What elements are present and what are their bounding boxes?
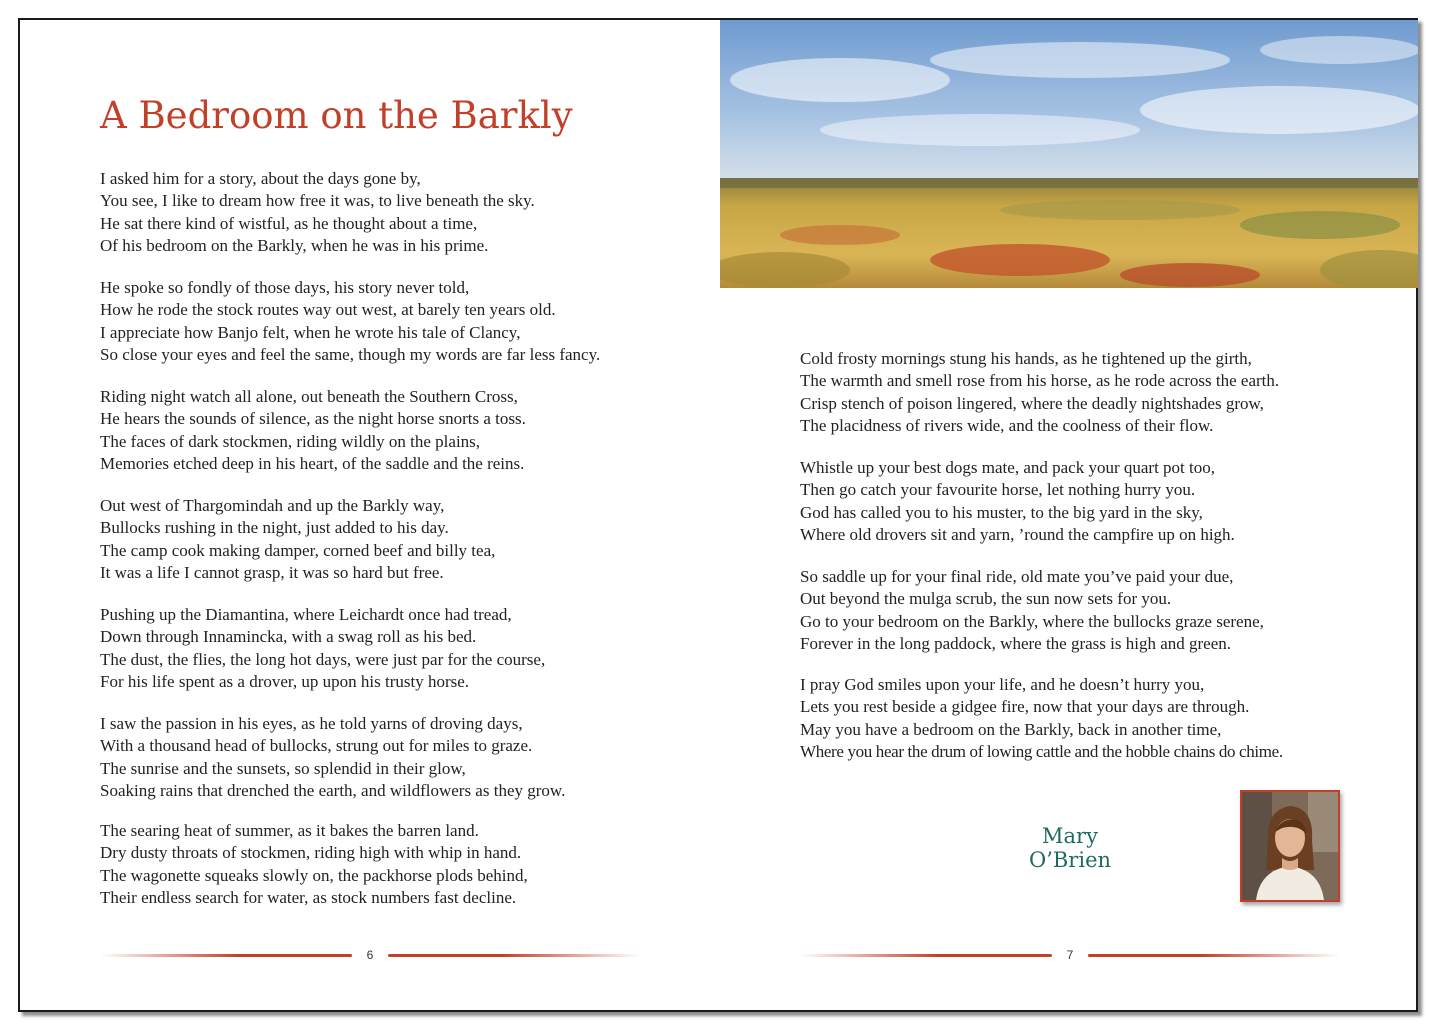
poem-line: Go to your bedroom on the Barkly, where the bullocks graze serene, <box>800 611 1264 631</box>
stanza <box>800 674 1283 763</box>
poem-line: Where old drovers sit and yarn, ’round the campfire up on high. <box>800 524 1235 544</box>
poem-line: Cold frosty mornings stung his hands, as he tightened up the girth, <box>800 349 1252 368</box>
poem-line: Lets you rest beside a gidgee fire, now that your days are through. <box>800 697 1250 717</box>
page-footer <box>800 948 1340 962</box>
poem-line: I saw the passion in his eyes, as he told yarns of droving days, <box>100 714 523 733</box>
page-number: 7 <box>1066 948 1074 962</box>
outback-landscape-photo <box>720 20 1418 288</box>
poem-line: He spoke so fondly of those days, his story never told, <box>100 278 470 297</box>
left-page <box>20 20 720 1010</box>
poem-line: Out west of Thargomindah and up the Barkly way, <box>100 496 445 515</box>
poem-line: The warmth and smell rose from his horse, as he rode across the earth. <box>800 371 1280 391</box>
poem-line: I pray God smiles upon your life, and he doesn’t hurry you, <box>800 675 1205 694</box>
poem-line: Soaking rains that drenched the earth, and wildflowers as they grow. <box>100 780 566 800</box>
stanza <box>100 277 600 366</box>
stanza <box>100 495 495 584</box>
book-spread <box>18 18 1418 1012</box>
poem-line: May you have a bedroom on the Barkly, back in another time, <box>800 719 1222 739</box>
poem-line: The dust, the flies, the long hot days, were just par for the course, <box>100 649 546 669</box>
footer-rule <box>388 954 640 957</box>
footer-rule <box>1088 954 1340 957</box>
poem-title: A Bedroom on the Barkly <box>100 94 573 137</box>
stanza <box>800 457 1235 546</box>
poem-line: The camp cook making damper, corned beef and billy tea, <box>100 540 496 560</box>
footer-rule <box>800 954 1052 957</box>
poem-line: Crisp stench of poison lingered, where the deadly nightshades grow, <box>800 393 1264 413</box>
poem-line: The sunrise and the sunsets, so splendid in their glow, <box>100 758 466 778</box>
poem-line: Down through Innamincka, with a swag roll as his bed. <box>100 627 477 647</box>
poem-line: The searing heat of summer, as it bakes the barren land. <box>100 821 479 840</box>
poem-line: He sat there kind of wistful, as he thought about a time, <box>100 213 478 233</box>
stanza <box>100 713 565 802</box>
stanza <box>100 604 545 693</box>
author-name: Mary O’Brien <box>1028 824 1112 872</box>
poem-line: He hears the sounds of silence, as the night horse snorts a toss. <box>100 409 526 429</box>
poem-line: So close your eyes and feel the same, though my words are far less fancy. <box>100 344 601 364</box>
stanza <box>100 168 535 257</box>
poem-line: The wagonette squeaks slowly on, the packhorse plods behind, <box>100 865 528 885</box>
footer-rule <box>100 954 352 957</box>
stanza <box>100 820 528 909</box>
poem-line: So saddle up for your final ride, old mate you’ve paid your due, <box>800 567 1234 586</box>
poem-line: Out beyond the mulga scrub, the sun now sets for you. <box>800 589 1172 609</box>
poem-line: With a thousand head of bullocks, strung out for miles to graze. <box>100 736 533 756</box>
stanza <box>800 348 1279 437</box>
poem-line: I asked him for a story, about the days gone by, <box>100 169 421 188</box>
poem-line: For his life spent as a drover, up upon his trusty horse. <box>100 671 470 691</box>
author-portrait-photo <box>1240 790 1340 902</box>
page-footer <box>100 948 640 962</box>
poem-line: Where you hear the drum of lowing cattle and the hobble chains do chime. <box>800 741 1283 761</box>
poem-line: The faces of dark stockmen, riding wildly on the plains, <box>100 431 481 451</box>
poem-line: Of his bedroom on the Barkly, when he was in his prime. <box>100 235 489 255</box>
page-number: 6 <box>366 948 374 962</box>
poem-line: Their endless search for water, as stock numbers fast decline. <box>100 887 517 907</box>
poem-line: Forever in the long paddock, where the grass is high and green. <box>800 633 1232 653</box>
poem-line: You see, I like to dream how free it was, to live beneath the sky. <box>100 191 535 211</box>
poem-line: It was a life I cannot grasp, it was so hard but free. <box>100 562 444 582</box>
poem-line: Riding night watch all alone, out beneath the Southern Cross, <box>100 387 518 406</box>
poem-line: The placidness of rivers wide, and the coolness of their flow. <box>800 415 1214 435</box>
poem-line: I appreciate how Banjo felt, when he wrote his tale of Clancy, <box>100 322 521 342</box>
poem-line: Whistle up your best dogs mate, and pack your quart pot too, <box>800 458 1215 477</box>
stanza <box>800 566 1264 655</box>
poem-line: Then go catch your favourite horse, let nothing hurry you. <box>800 480 1196 500</box>
poem-line: Pushing up the Diamantina, where Leichardt once had tread, <box>100 605 512 624</box>
poem-line: Bullocks rushing in the night, just added to his day. <box>100 518 449 538</box>
poem-line: How he rode the stock routes way out west, at barely ten years old. <box>100 300 556 320</box>
poem-line: Dry dusty throats of stockmen, riding high with whip in hand. <box>100 843 522 863</box>
poem-line: God has called you to his muster, to the big yard in the sky, <box>800 502 1203 522</box>
stanza <box>100 386 526 475</box>
poem-line: Memories etched deep in his heart, of the saddle and the reins. <box>100 453 525 473</box>
